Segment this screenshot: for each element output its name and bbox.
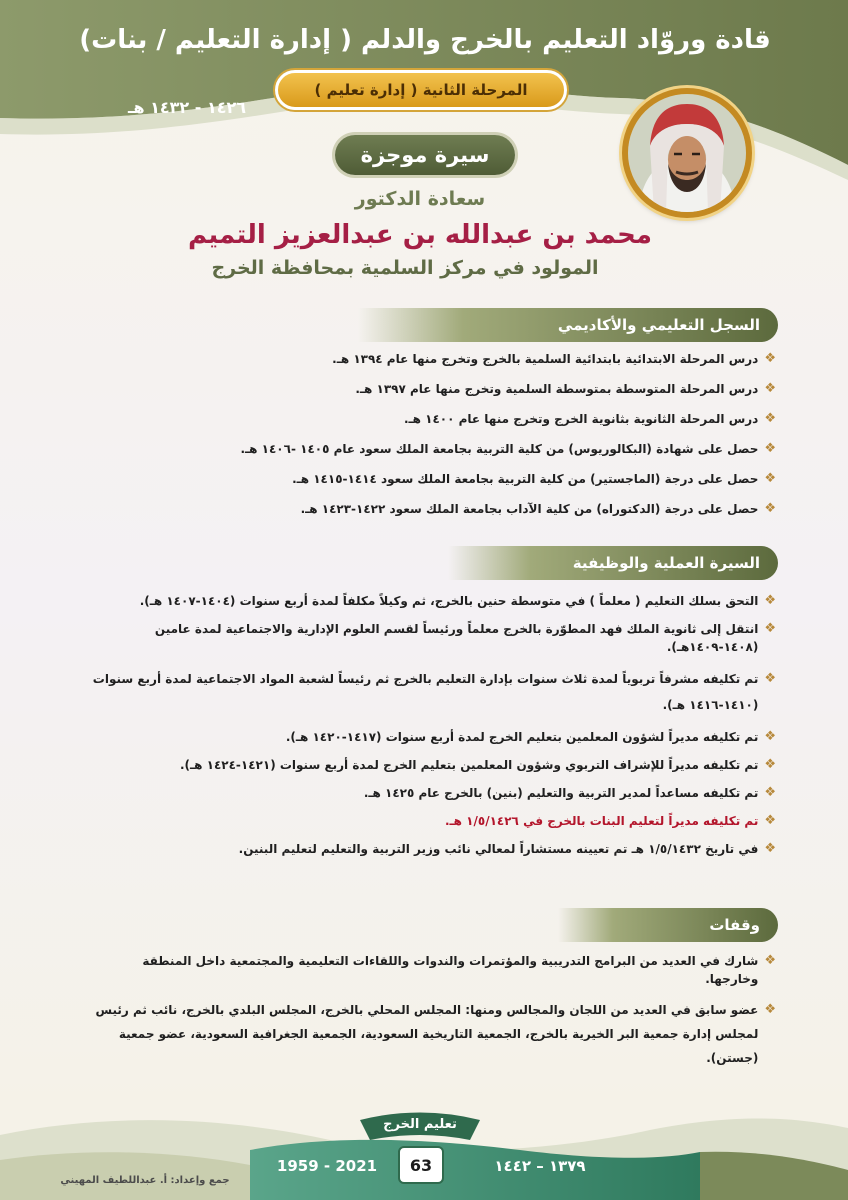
diamond-bullet-icon: ❖	[764, 813, 776, 828]
list-item: ❖ حصل على شهادة (البكالوريوس) من كلية التربية بجامعة الملك سعود عام ١٤٠٥ -١٤٠٦ هـ.	[240, 441, 776, 456]
diamond-bullet-icon: ❖	[764, 621, 776, 636]
list-item: ❖ حصل على درجة (الماجستير) من كلية التربية بجامعة الملك سعود ١٤١٤-١٤١٥ هـ.	[292, 471, 776, 486]
list-item: ❖ انتقل إلى ثانوية الملك فهد المطوّرة بالخرج معلماً ورئيساً لقسم العلوم الإدارية والاجتماعية لمدة عامين (١٤٠٨-١٤٠٩هـ).	[154, 621, 776, 654]
birthplace: المولود في مركز السلمية بمحافظة الخرج	[211, 257, 599, 279]
footer-label: تعليم الخرج	[383, 1117, 457, 1132]
diamond-bullet-icon: ❖	[764, 351, 776, 366]
portrait-photo	[622, 88, 752, 218]
diamond-bullet-icon: ❖	[764, 471, 776, 486]
diamond-bullet-icon: ❖	[764, 381, 776, 396]
section-header-career: السيرة العملية والوظيفية	[448, 546, 778, 580]
list-item: ❖ التحق بسلك التعليم ( معلماً ) في متوسطة حنين بالخرج، ثم وكيلاً مكلفاً لمدة أربع سنوات (١٤٠٤-١٤٠٧ هـ).	[139, 593, 776, 608]
section-header-highlights: وقفات	[558, 908, 778, 942]
diamond-bullet-icon: ❖	[764, 757, 776, 772]
phase-badge: المرحلة الثانية ( إدارة تعليم )	[275, 70, 567, 110]
section-header-academic: السجل التعليمي والأكاديمي	[358, 308, 778, 342]
diamond-bullet-icon: ❖	[764, 729, 776, 744]
diamond-bullet-icon: ❖	[764, 953, 776, 968]
person-name: محمد بن عبدالله بن عبدالعزيز التميم	[188, 220, 652, 250]
footer-credit: جمع وإعداد: أ. عبداللطيف المهيني	[60, 1175, 230, 1186]
honorific: سعادة الدكتور	[354, 188, 486, 210]
career-list	[86, 592, 776, 858]
list-item: ❖ شارك في العديد من البرامج التدريبية والمؤتمرات والندوات واللقاءات التعليمية والمجتمعية داخل المنطقة وخارجها.	[142, 953, 776, 986]
diamond-bullet-icon: ❖	[764, 671, 776, 686]
diamond-bullet-icon: ❖	[764, 841, 776, 856]
footer-years-gregorian: 1959 - 2021	[276, 1157, 378, 1175]
portrait-icon	[628, 94, 746, 212]
list-item: ❖ درس المرحلة المتوسطة بمتوسطة السلمية وتخرج منها عام ١٣٩٧ هـ.	[355, 381, 776, 396]
bio-badge: سيرة موجزة	[335, 135, 515, 175]
list-item: ❖ في تاريخ ١/٥/١٤٣٢ هـ تم تعيينه مستشاراً لمعالي نائب وزير التربية والتعليم لتعليم البنين.	[238, 841, 776, 856]
highlights-list	[86, 952, 776, 1070]
list-item: ❖ درس المرحلة الابتدائية بابتدائية السلمية بالخرج وتخرج منها عام ١٣٩٤ هـ.	[332, 351, 776, 366]
list-item: ❖ تم تكليفه مساعداً لمدير التربية والتعليم (بنين) بالخرج عام ١٤٢٥ هـ.	[363, 785, 776, 800]
academic-list	[86, 350, 776, 518]
list-item: ❖ عضو سابق في العديد من اللجان والمجالس ومنها: المجلس المحلي بالخرج، المجلس البلدي بالخرج، نائب ثم رئيس لمجلس إدارة جمعية البر الخيرية بالخرج، الجمعية التاريخية السعودية، الجمعية الجغرافية السعودية، عضو جمعية (جستن).	[86, 998, 776, 1070]
diamond-bullet-icon: ❖	[764, 1002, 776, 1017]
list-item: ❖ درس المرحلة الثانوية بثانوية الخرج وتخرج منها عام ١٤٠٠ هـ.	[403, 411, 776, 426]
list-item-highlight: ❖ تم تكليفه مديراً لتعليم البنات بالخرج في ١/٥/١٤٢٦ هـ.	[445, 813, 776, 828]
list-item: ❖ تم تكليفه مشرفاً تربوياً لمدة ثلاث سنوات بإدارة التعليم بالخرج ثم رئيساً لشعبة المواد الاجتماعية لمدة أربع سنوات (١٤١٠-١٤١٦ هـ).	[86, 666, 776, 718]
diamond-bullet-icon: ❖	[764, 785, 776, 800]
footer-years-hijri: ١٣٧٩ – ١٤٤٢	[494, 1157, 586, 1175]
list-item: ❖ حصل على درجة (الدكتوراه) من كلية الآداب بجامعة الملك سعود ١٤٢٢-١٤٢٣ هـ.	[300, 501, 776, 516]
header-title: قادة وروّاد التعليم بالخرج والدلم ( إدارة التعليم / بنات)	[79, 25, 771, 55]
page-number: 63	[398, 1146, 444, 1184]
list-item: ❖ تم تكليفه مديراً للإشراف التربوي وشؤون المعلمين بتعليم الخرج لمدة أربع سنوات (١٤٢١-١٤٢٤ هـ).	[179, 757, 776, 772]
list-item: ❖ تم تكليفه مديراً لشؤون المعلمين بتعليم الخرج لمدة أربع سنوات (١٤١٧-١٤٢٠ هـ).	[285, 729, 776, 744]
diamond-bullet-icon: ❖	[764, 441, 776, 456]
diamond-bullet-icon: ❖	[764, 411, 776, 426]
diamond-bullet-icon: ❖	[764, 501, 776, 516]
diamond-bullet-icon: ❖	[764, 593, 776, 608]
tenure-years: ١٤٢٦ - ١٤٣٢ هـ	[127, 98, 247, 117]
